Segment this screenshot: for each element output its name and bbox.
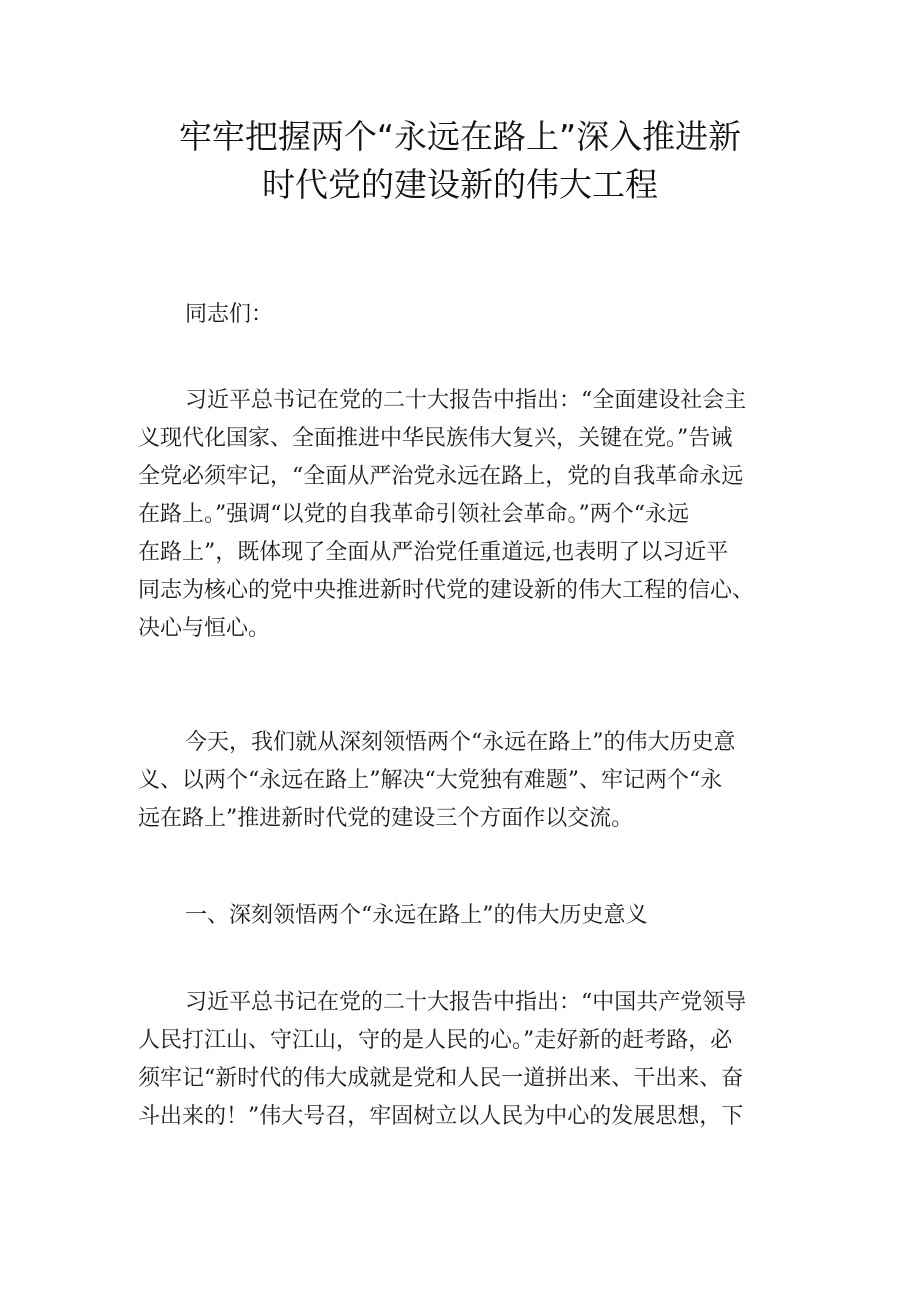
document-title-line-2: 时代党的建设新的伟大工程 xyxy=(262,165,658,204)
paragraph-line: 斗出来的！”伟大号召，牢固树立以人民为中心的发展思想，下 xyxy=(138,1104,744,1129)
document-title-line-1: 牢牢把握两个“永远在路上”深入推进新 xyxy=(178,117,742,156)
paragraph-2 xyxy=(138,724,798,838)
paragraph-line: 同志为核心的党中央推进新时代党的建设新的伟大工程的信心、 xyxy=(138,578,755,603)
paragraph-line: 全党必须牢记，“全面从严治党永远在路上，党的自我革命永远 xyxy=(138,464,744,489)
paragraph-line: 人民打江山、守江山，守的是人民的心。”走好新的赶考路，必 xyxy=(138,1028,733,1053)
paragraph-line: 义现代化国家、全面推进中华民族伟大复兴，关键在党。”告诫 xyxy=(138,426,733,451)
paragraph-3 xyxy=(138,984,798,1136)
paragraph-line: 决心与恒心。 xyxy=(138,616,271,641)
paragraph-line: 在路上”，既体现了全面从严治党任重道远,也表明了以习近平 xyxy=(138,540,729,565)
paragraph-line: 须牢记“新时代的伟大成就是党和人民一道拼出来、干出来、奋 xyxy=(138,1066,744,1091)
section-heading-text: 一、深刻领悟两个“永远在路上”的伟大历史意义 xyxy=(185,903,648,928)
section-heading-1 xyxy=(138,897,798,935)
paragraph-line: 在路上。”强调“以党的自我革命引领社会革命。”两个“永远 xyxy=(138,502,689,527)
paragraph-line: 远在路上”推进新时代党的建设三个方面作以交流。 xyxy=(138,806,634,831)
paragraph-line: 义、以两个“永远在路上”解决“大党独有难题”、牢记两个“永 xyxy=(138,768,723,793)
greeting-text: 同志们： xyxy=(185,302,274,327)
paragraph-line: 习近平总书记在党的二十大报告中指出：“全面建设社会主 xyxy=(185,388,747,413)
greeting xyxy=(138,296,798,334)
paragraph-1 xyxy=(138,382,798,648)
paragraph-line: 习近平总书记在党的二十大报告中指出：“中国共产党领导 xyxy=(185,990,747,1015)
paragraph-line: 今天，我们就从深刻领悟两个“永远在路上”的伟大历史意 xyxy=(185,730,736,755)
